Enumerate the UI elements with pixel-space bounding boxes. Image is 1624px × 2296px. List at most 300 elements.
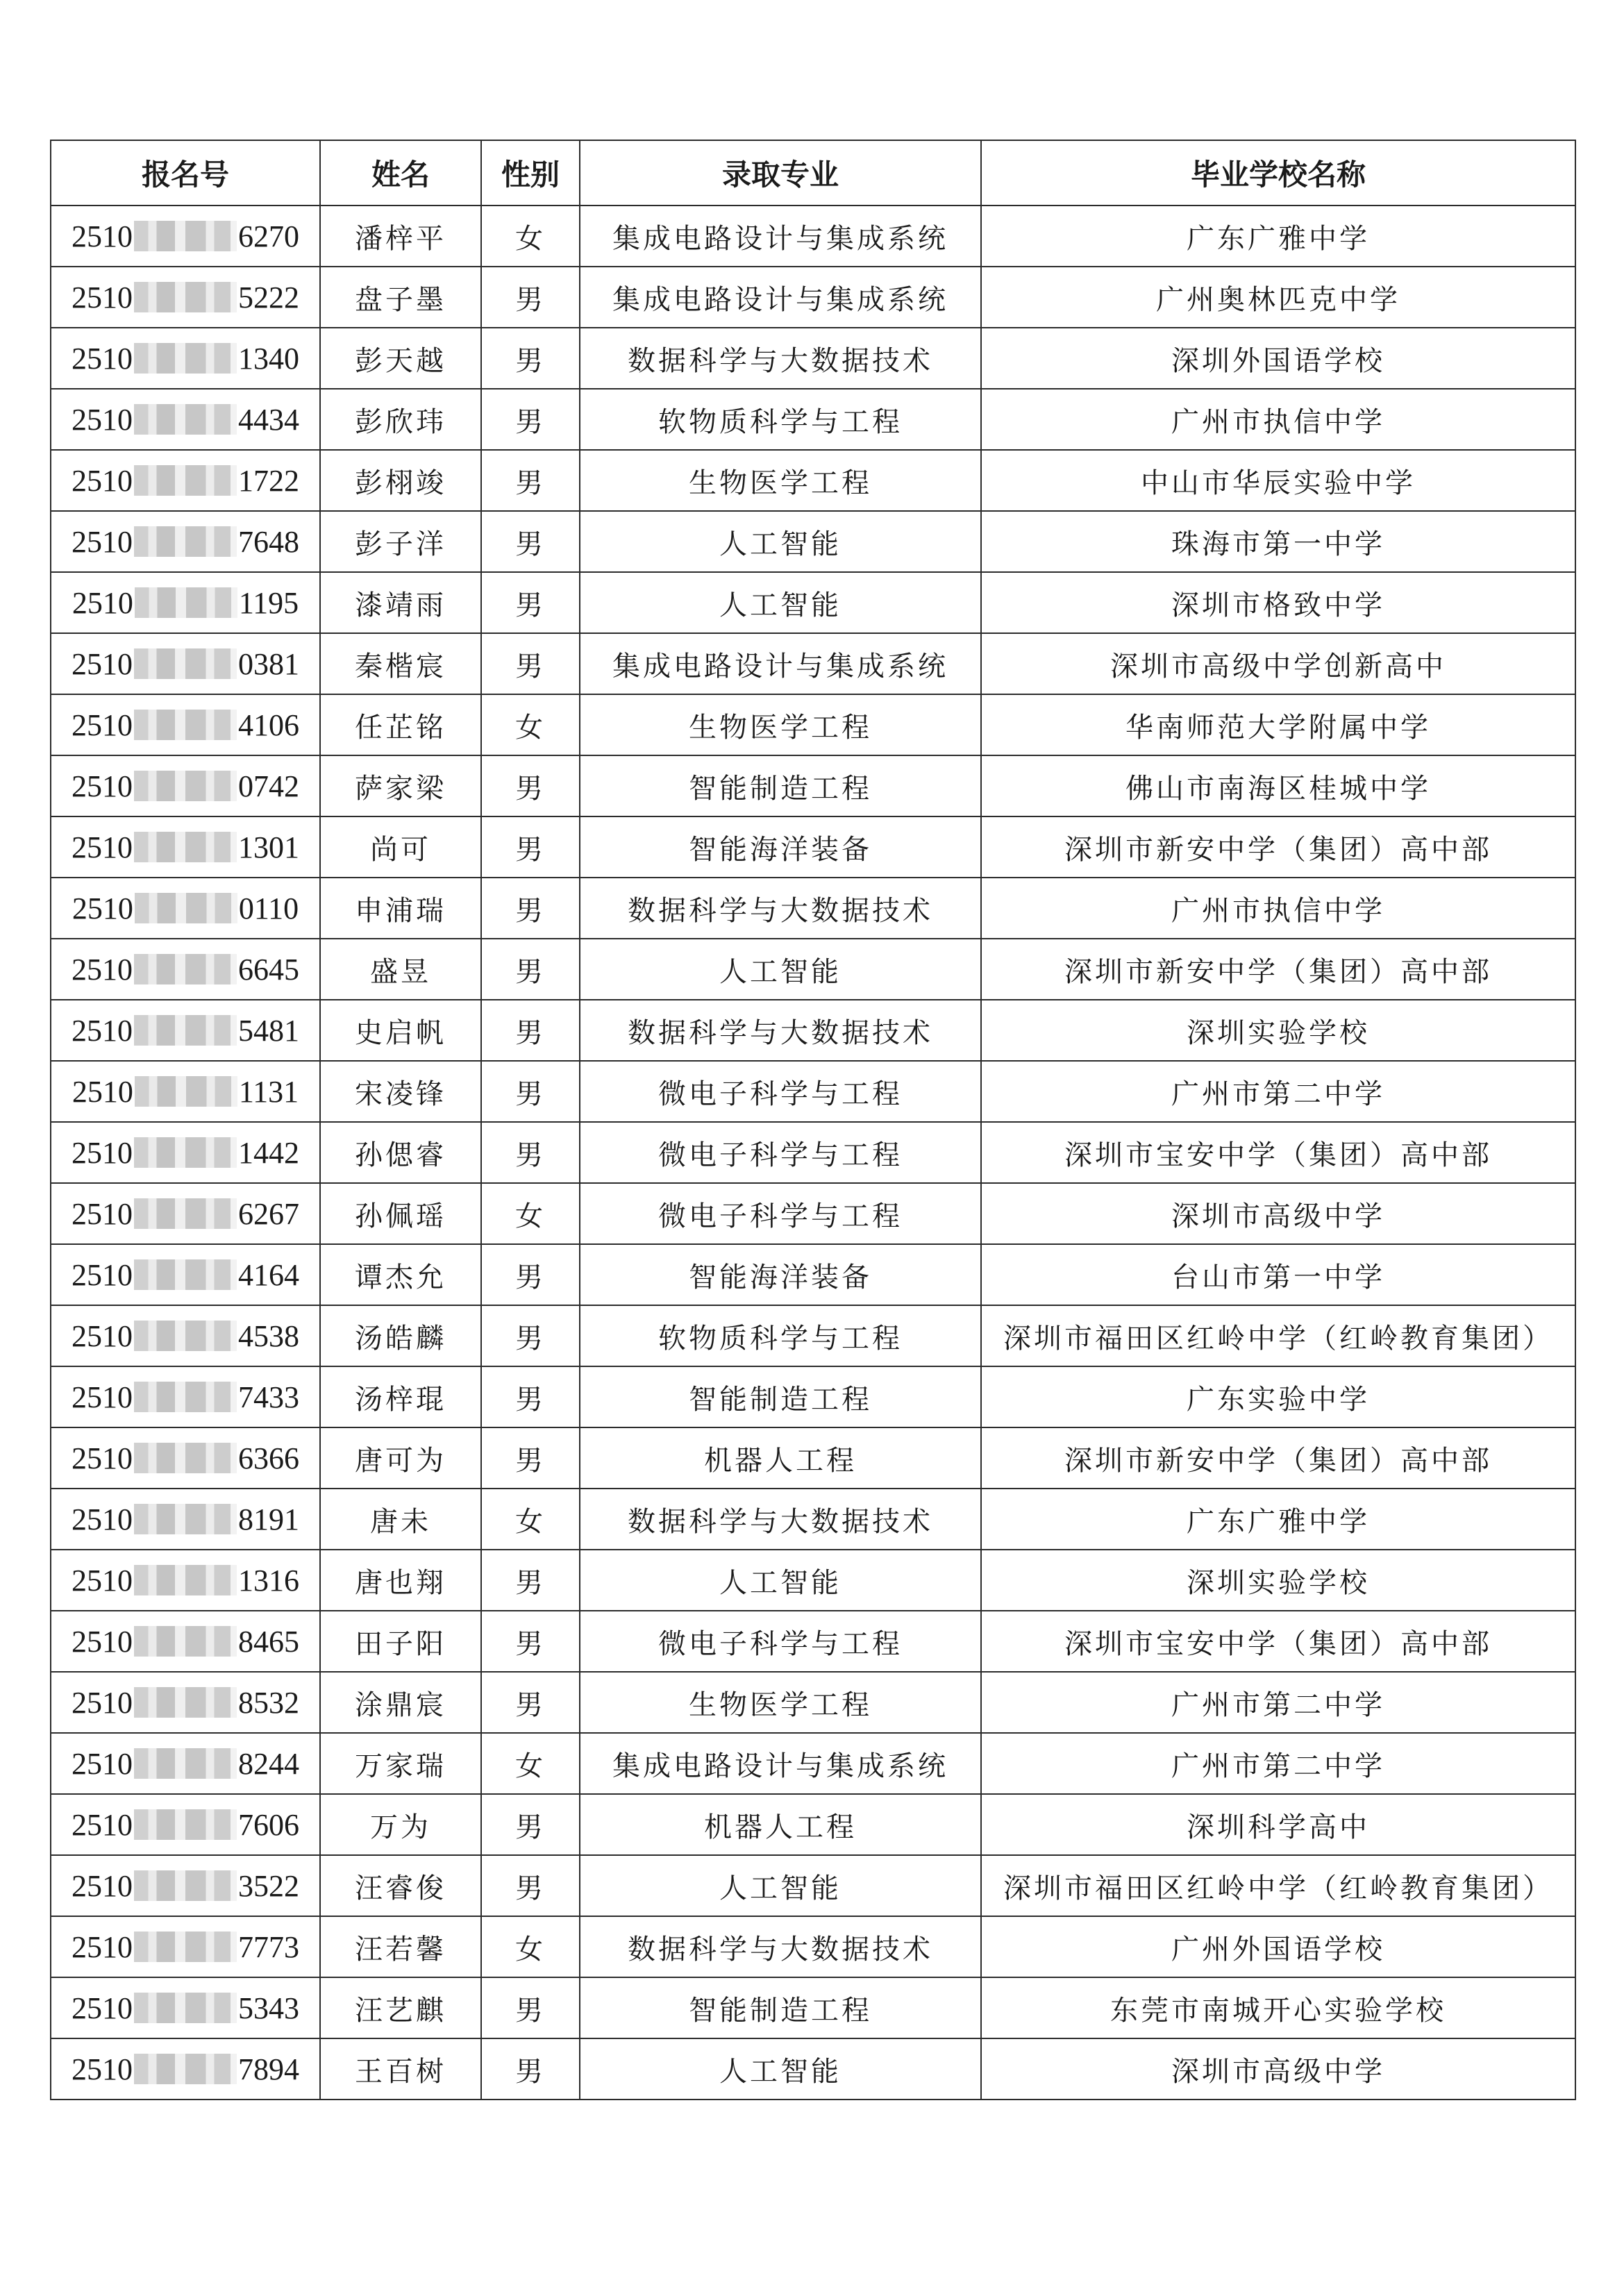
registration-number-prefix: 2510	[72, 707, 133, 742]
registration-number-suffix: 1131	[238, 1074, 299, 1109]
registration-number-cell	[51, 389, 320, 450]
registration-number-prefix: 2510	[72, 463, 133, 498]
table-row	[51, 1794, 1575, 1855]
registration-number-suffix: 6270	[238, 219, 299, 253]
registration-number-cell	[51, 450, 320, 511]
school-cell: 深圳市新安中学（集团）高中部	[981, 816, 1575, 878]
registration-number-suffix: 8532	[238, 1685, 299, 1720]
registration-number	[72, 1807, 299, 1843]
school-cell: 广州奥林匹克中学	[981, 267, 1575, 328]
registration-number-cell	[51, 1977, 320, 2038]
school-cell: 深圳外国语学校	[981, 328, 1575, 389]
school-cell: 深圳市高级中学	[981, 2038, 1575, 2100]
table-row	[51, 328, 1575, 389]
major-cell: 微电子科学与工程	[580, 1061, 981, 1122]
registration-number-suffix: 1340	[238, 341, 299, 376]
gender-cell: 男	[481, 389, 580, 450]
registration-number-prefix: 2510	[72, 952, 133, 987]
table-body	[51, 206, 1575, 2100]
registration-number	[72, 1074, 299, 1109]
redaction-mask	[134, 771, 237, 801]
table-row	[51, 1061, 1575, 1122]
registration-number-cell	[51, 939, 320, 1000]
gender-cell: 男	[481, 1366, 580, 1427]
student-name-cell: 孙佩瑶	[320, 1183, 481, 1244]
table-row	[51, 1244, 1575, 1305]
registration-number-prefix: 2510	[72, 524, 133, 559]
registration-number-prefix: 2510	[72, 1441, 133, 1475]
registration-number-cell	[51, 1855, 320, 1916]
registration-number	[72, 1929, 299, 1965]
redaction-mask	[134, 1809, 237, 1840]
gender-cell: 男	[481, 1244, 580, 1305]
redaction-mask	[135, 893, 237, 923]
major-cell: 数据科学与大数据技术	[580, 1916, 981, 1977]
student-name-cell: 汤梓琨	[320, 1366, 481, 1427]
redaction-mask	[134, 1748, 237, 1779]
registration-number	[72, 280, 299, 315]
school-cell: 广州市第二中学	[981, 1672, 1575, 1733]
registration-number-cell	[51, 1000, 320, 1061]
school-cell: 深圳市福田区红岭中学（红岭教育集团）	[981, 1855, 1575, 1916]
table-row	[51, 939, 1575, 1000]
student-name-cell: 潘梓平	[320, 206, 481, 267]
table-row	[51, 816, 1575, 878]
table-row	[51, 878, 1575, 939]
major-cell: 数据科学与大数据技术	[580, 1000, 981, 1061]
major-cell: 人工智能	[580, 2038, 981, 2100]
registration-number-prefix: 2510	[72, 769, 133, 803]
gender-cell: 男	[481, 1550, 580, 1611]
school-cell: 广州外国语学校	[981, 1916, 1575, 1977]
student-name-cell: 唐也翔	[320, 1550, 481, 1611]
registration-number-suffix: 5343	[238, 1991, 299, 2025]
school-cell: 深圳市格致中学	[981, 572, 1575, 633]
registration-number	[72, 830, 299, 865]
registration-number-prefix: 2510	[72, 1991, 133, 2025]
student-name-cell: 萨家梁	[320, 755, 481, 816]
table-row	[51, 511, 1575, 572]
gender-cell: 男	[481, 2038, 580, 2100]
registration-number-cell	[51, 1550, 320, 1611]
table-row	[51, 450, 1575, 511]
table-row	[51, 1611, 1575, 1672]
registration-number-suffix: 4106	[238, 707, 299, 742]
registration-number-prefix: 2510	[72, 646, 133, 681]
registration-number-suffix: 0110	[238, 891, 299, 925]
student-name-cell: 申浦瑞	[320, 878, 481, 939]
registration-number-suffix: 7433	[238, 1380, 299, 1414]
table-row	[51, 1366, 1575, 1427]
school-cell: 广东实验中学	[981, 1366, 1575, 1427]
admission-table-container	[50, 140, 1575, 2100]
school-cell: 珠海市第一中学	[981, 511, 1575, 572]
redaction-mask	[134, 1565, 237, 1595]
major-cell: 集成电路设计与集成系统	[580, 1733, 981, 1794]
registration-number-cell	[51, 1733, 320, 1794]
registration-number-prefix: 2510	[72, 280, 133, 315]
table-row	[51, 267, 1575, 328]
registration-number-suffix: 6645	[238, 952, 299, 987]
registration-number-suffix: 5481	[238, 1013, 299, 1048]
registration-number	[72, 1135, 299, 1171]
student-name-cell: 汪若馨	[320, 1916, 481, 1977]
registration-number	[72, 1991, 299, 2026]
registration-number-cell	[51, 1305, 320, 1366]
registration-number-prefix: 2510	[72, 1929, 133, 1964]
gender-cell: 男	[481, 1122, 580, 1183]
school-cell: 佛山市南海区桂城中学	[981, 755, 1575, 816]
major-cell: 机器人工程	[580, 1794, 981, 1855]
major-cell: 数据科学与大数据技术	[580, 878, 981, 939]
registration-number-cell	[51, 1489, 320, 1550]
registration-number-prefix: 2510	[72, 402, 133, 437]
table-header-row	[51, 140, 1575, 206]
table-row	[51, 1855, 1575, 1916]
redaction-mask	[134, 465, 237, 496]
redaction-mask	[134, 282, 237, 312]
registration-number-suffix: 4164	[238, 1257, 299, 1292]
registration-number-cell	[51, 1244, 320, 1305]
school-cell: 深圳市宝安中学（集团）高中部	[981, 1611, 1575, 1672]
redaction-mask	[134, 1321, 237, 1351]
registration-number-prefix: 2510	[72, 1074, 133, 1109]
registration-number-prefix: 2510	[72, 1380, 133, 1414]
redaction-mask	[134, 710, 237, 740]
table-row	[51, 1489, 1575, 1550]
header-school: 毕业学校名称	[981, 140, 1575, 206]
major-cell: 人工智能	[580, 939, 981, 1000]
registration-number-suffix: 6366	[238, 1441, 299, 1475]
registration-number	[72, 1746, 299, 1782]
registration-number-suffix: 4538	[238, 1318, 299, 1353]
registration-number-suffix: 8465	[238, 1624, 299, 1659]
registration-number	[72, 1685, 299, 1720]
table-row	[51, 1977, 1575, 2038]
registration-number-suffix: 1316	[238, 1563, 299, 1598]
table-row	[51, 1000, 1575, 1061]
major-cell: 智能海洋装备	[580, 1244, 981, 1305]
redaction-mask	[134, 1443, 237, 1473]
major-cell: 人工智能	[580, 572, 981, 633]
gender-cell: 女	[481, 1733, 580, 1794]
school-cell: 广东广雅中学	[981, 206, 1575, 267]
major-cell: 机器人工程	[580, 1427, 981, 1489]
registration-number	[72, 1257, 299, 1293]
registration-number	[72, 1441, 299, 1476]
table-row	[51, 1733, 1575, 1794]
gender-cell: 男	[481, 755, 580, 816]
registration-number-prefix: 2510	[72, 830, 133, 864]
registration-number-cell	[51, 694, 320, 755]
registration-number-cell	[51, 1183, 320, 1244]
school-cell: 深圳市新安中学（集团）高中部	[981, 1427, 1575, 1489]
major-cell: 智能制造工程	[580, 1977, 981, 2038]
major-cell: 数据科学与大数据技术	[580, 328, 981, 389]
school-cell: 广州市执信中学	[981, 389, 1575, 450]
student-name-cell: 漆靖雨	[320, 572, 481, 633]
registration-number-cell	[51, 878, 320, 939]
school-cell: 广州市第二中学	[981, 1061, 1575, 1122]
redaction-mask	[134, 832, 237, 862]
school-cell: 深圳市高级中学创新高中	[981, 633, 1575, 694]
registration-number	[72, 341, 299, 376]
table-row	[51, 755, 1575, 816]
student-name-cell: 尚可	[320, 816, 481, 878]
major-cell: 人工智能	[580, 1550, 981, 1611]
gender-cell: 男	[481, 572, 580, 633]
redaction-mask	[134, 221, 237, 251]
registration-number	[72, 1318, 299, 1354]
redaction-mask	[134, 954, 237, 984]
registration-number-cell	[51, 1427, 320, 1489]
student-name-cell: 唐未	[320, 1489, 481, 1550]
gender-cell: 男	[481, 878, 580, 939]
registration-number	[72, 524, 299, 560]
student-name-cell: 万为	[320, 1794, 481, 1855]
gender-cell: 男	[481, 1977, 580, 2038]
major-cell: 生物医学工程	[580, 1672, 981, 1733]
gender-cell: 男	[481, 1611, 580, 1672]
table-row	[51, 633, 1575, 694]
registration-number-cell	[51, 267, 320, 328]
major-cell: 智能制造工程	[580, 1366, 981, 1427]
registration-number-suffix: 5222	[238, 280, 299, 315]
school-cell: 台山市第一中学	[981, 1244, 1575, 1305]
student-name-cell: 万家瑞	[320, 1733, 481, 1794]
registration-number-cell	[51, 1794, 320, 1855]
student-name-cell: 孙偲睿	[320, 1122, 481, 1183]
registration-number-prefix: 2510	[72, 585, 133, 620]
registration-number	[72, 1196, 299, 1232]
major-cell: 生物医学工程	[580, 694, 981, 755]
major-cell: 软物质科学与工程	[580, 389, 981, 450]
gender-cell: 男	[481, 1672, 580, 1733]
school-cell: 深圳科学高中	[981, 1794, 1575, 1855]
redaction-mask	[134, 1137, 237, 1168]
redaction-mask	[135, 587, 237, 618]
registration-number	[72, 2052, 299, 2087]
registration-number-prefix: 2510	[72, 1318, 133, 1353]
registration-number-suffix: 8191	[238, 1502, 299, 1536]
table-row	[51, 1427, 1575, 1489]
student-name-cell: 彭子洋	[320, 511, 481, 572]
major-cell: 软物质科学与工程	[580, 1305, 981, 1366]
redaction-mask	[134, 1015, 237, 1046]
registration-number-cell	[51, 1916, 320, 1977]
redaction-mask	[134, 1198, 237, 1229]
registration-number-cell	[51, 1061, 320, 1122]
registration-number	[72, 707, 299, 743]
registration-number-cell	[51, 1122, 320, 1183]
redaction-mask	[134, 343, 237, 374]
gender-cell: 女	[481, 1916, 580, 1977]
registration-number-suffix: 1722	[238, 463, 299, 498]
redaction-mask	[134, 1993, 237, 2023]
table-row	[51, 389, 1575, 450]
gender-cell: 男	[481, 633, 580, 694]
school-cell: 东莞市南城开心实验学校	[981, 1977, 1575, 2038]
table-row	[51, 1305, 1575, 1366]
registration-number-prefix: 2510	[72, 1807, 133, 1842]
registration-number-cell	[51, 633, 320, 694]
header-gender: 性别	[481, 140, 580, 206]
registration-number-suffix: 8244	[238, 1746, 299, 1781]
registration-number-suffix: 7894	[238, 2052, 299, 2086]
registration-number-suffix: 7648	[238, 524, 299, 559]
registration-number-prefix: 2510	[72, 1868, 133, 1903]
registration-number-prefix: 2510	[72, 891, 133, 925]
gender-cell: 男	[481, 267, 580, 328]
gender-cell: 男	[481, 328, 580, 389]
student-name-cell: 史启帆	[320, 1000, 481, 1061]
registration-number-prefix: 2510	[72, 1502, 133, 1536]
major-cell: 集成电路设计与集成系统	[580, 206, 981, 267]
student-name-cell: 秦楷宸	[320, 633, 481, 694]
gender-cell: 男	[481, 1061, 580, 1122]
school-cell: 广州市执信中学	[981, 878, 1575, 939]
table-row	[51, 1550, 1575, 1611]
registration-number-prefix: 2510	[72, 1563, 133, 1598]
table-row	[51, 572, 1575, 633]
gender-cell: 女	[481, 206, 580, 267]
registration-number-suffix: 1442	[238, 1135, 299, 1170]
registration-number	[72, 646, 299, 682]
registration-number-cell	[51, 572, 320, 633]
redaction-mask	[134, 526, 237, 557]
school-cell: 广东广雅中学	[981, 1489, 1575, 1550]
redaction-mask	[134, 1687, 237, 1718]
registration-number	[72, 402, 299, 437]
school-cell: 华南师范大学附属中学	[981, 694, 1575, 755]
registration-number	[72, 1624, 299, 1659]
registration-number-cell	[51, 1366, 320, 1427]
table-row	[51, 694, 1575, 755]
student-name-cell: 王百树	[320, 2038, 481, 2100]
registration-number-cell	[51, 1672, 320, 1733]
gender-cell: 女	[481, 1183, 580, 1244]
header-major: 录取专业	[580, 140, 981, 206]
major-cell: 生物医学工程	[580, 450, 981, 511]
registration-number-prefix: 2510	[72, 1624, 133, 1659]
registration-number-suffix: 0381	[238, 646, 299, 681]
gender-cell: 男	[481, 816, 580, 878]
gender-cell: 女	[481, 694, 580, 755]
student-name-cell: 唐可为	[320, 1427, 481, 1489]
registration-number-prefix: 2510	[72, 341, 133, 376]
gender-cell: 男	[481, 1427, 580, 1489]
major-cell: 人工智能	[580, 1855, 981, 1916]
major-cell: 微电子科学与工程	[580, 1611, 981, 1672]
redaction-mask	[134, 648, 237, 679]
table-row	[51, 2038, 1575, 2100]
major-cell: 集成电路设计与集成系统	[580, 267, 981, 328]
table-row	[51, 1122, 1575, 1183]
major-cell: 集成电路设计与集成系统	[580, 633, 981, 694]
major-cell: 智能制造工程	[580, 755, 981, 816]
student-name-cell: 汪艺麒	[320, 1977, 481, 2038]
registration-number-suffix: 0742	[238, 769, 299, 803]
student-name-cell: 任芷铭	[320, 694, 481, 755]
header-registration-number: 报名号	[51, 140, 320, 206]
registration-number-cell	[51, 328, 320, 389]
registration-number-prefix: 2510	[72, 1196, 133, 1231]
student-name-cell: 彭栩竣	[320, 450, 481, 511]
redaction-mask	[134, 1870, 237, 1901]
school-cell: 中山市华辰实验中学	[981, 450, 1575, 511]
header-name: 姓名	[320, 140, 481, 206]
student-name-cell: 汪睿俊	[320, 1855, 481, 1916]
student-name-cell: 谭杰允	[320, 1244, 481, 1305]
table-row	[51, 1916, 1575, 1977]
gender-cell: 女	[481, 1489, 580, 1550]
registration-number	[72, 585, 299, 621]
registration-number-cell	[51, 816, 320, 878]
gender-cell: 男	[481, 1000, 580, 1061]
gender-cell: 男	[481, 939, 580, 1000]
registration-number	[72, 1563, 299, 1598]
redaction-mask	[134, 1626, 237, 1657]
registration-number-prefix: 2510	[72, 1257, 133, 1292]
school-cell: 深圳实验学校	[981, 1000, 1575, 1061]
registration-number-cell	[51, 755, 320, 816]
gender-cell: 男	[481, 511, 580, 572]
table-row	[51, 1183, 1575, 1244]
registration-number-cell	[51, 511, 320, 572]
registration-number	[72, 952, 299, 987]
registration-number	[72, 463, 299, 498]
student-name-cell: 盛昱	[320, 939, 481, 1000]
registration-number-suffix: 7606	[238, 1807, 299, 1842]
school-cell: 广州市第二中学	[981, 1733, 1575, 1794]
registration-number-suffix: 3522	[238, 1868, 299, 1903]
redaction-mask	[134, 1504, 237, 1534]
gender-cell: 男	[481, 1794, 580, 1855]
school-cell: 深圳市福田区红岭中学（红岭教育集团）	[981, 1305, 1575, 1366]
registration-number-suffix: 1195	[238, 585, 299, 620]
registration-number	[72, 769, 299, 804]
school-cell: 深圳市新安中学（集团）高中部	[981, 939, 1575, 1000]
school-cell: 深圳实验学校	[981, 1550, 1575, 1611]
registration-number	[72, 1502, 299, 1537]
student-name-cell: 涂鼎宸	[320, 1672, 481, 1733]
major-cell: 微电子科学与工程	[580, 1183, 981, 1244]
student-name-cell: 盘子墨	[320, 267, 481, 328]
registration-number-cell	[51, 1611, 320, 1672]
school-cell: 深圳市宝安中学（集团）高中部	[981, 1122, 1575, 1183]
major-cell: 数据科学与大数据技术	[580, 1489, 981, 1550]
registration-number-suffix: 4434	[238, 402, 299, 437]
registration-number-suffix: 1301	[238, 830, 299, 864]
registration-number-prefix: 2510	[72, 1013, 133, 1048]
major-cell: 人工智能	[580, 511, 981, 572]
registration-number	[72, 1013, 299, 1048]
redaction-mask	[134, 1259, 237, 1290]
gender-cell: 男	[481, 450, 580, 511]
major-cell: 微电子科学与工程	[580, 1122, 981, 1183]
student-name-cell: 彭天越	[320, 328, 481, 389]
redaction-mask	[135, 1076, 237, 1107]
redaction-mask	[134, 1382, 237, 1412]
registration-number	[72, 1380, 299, 1415]
redaction-mask	[134, 404, 237, 435]
registration-number-prefix: 2510	[72, 219, 133, 253]
registration-number-prefix: 2510	[72, 1135, 133, 1170]
major-cell: 智能海洋装备	[580, 816, 981, 878]
school-cell: 深圳市高级中学	[981, 1183, 1575, 1244]
registration-number-prefix: 2510	[72, 1746, 133, 1781]
redaction-mask	[134, 2054, 237, 2084]
